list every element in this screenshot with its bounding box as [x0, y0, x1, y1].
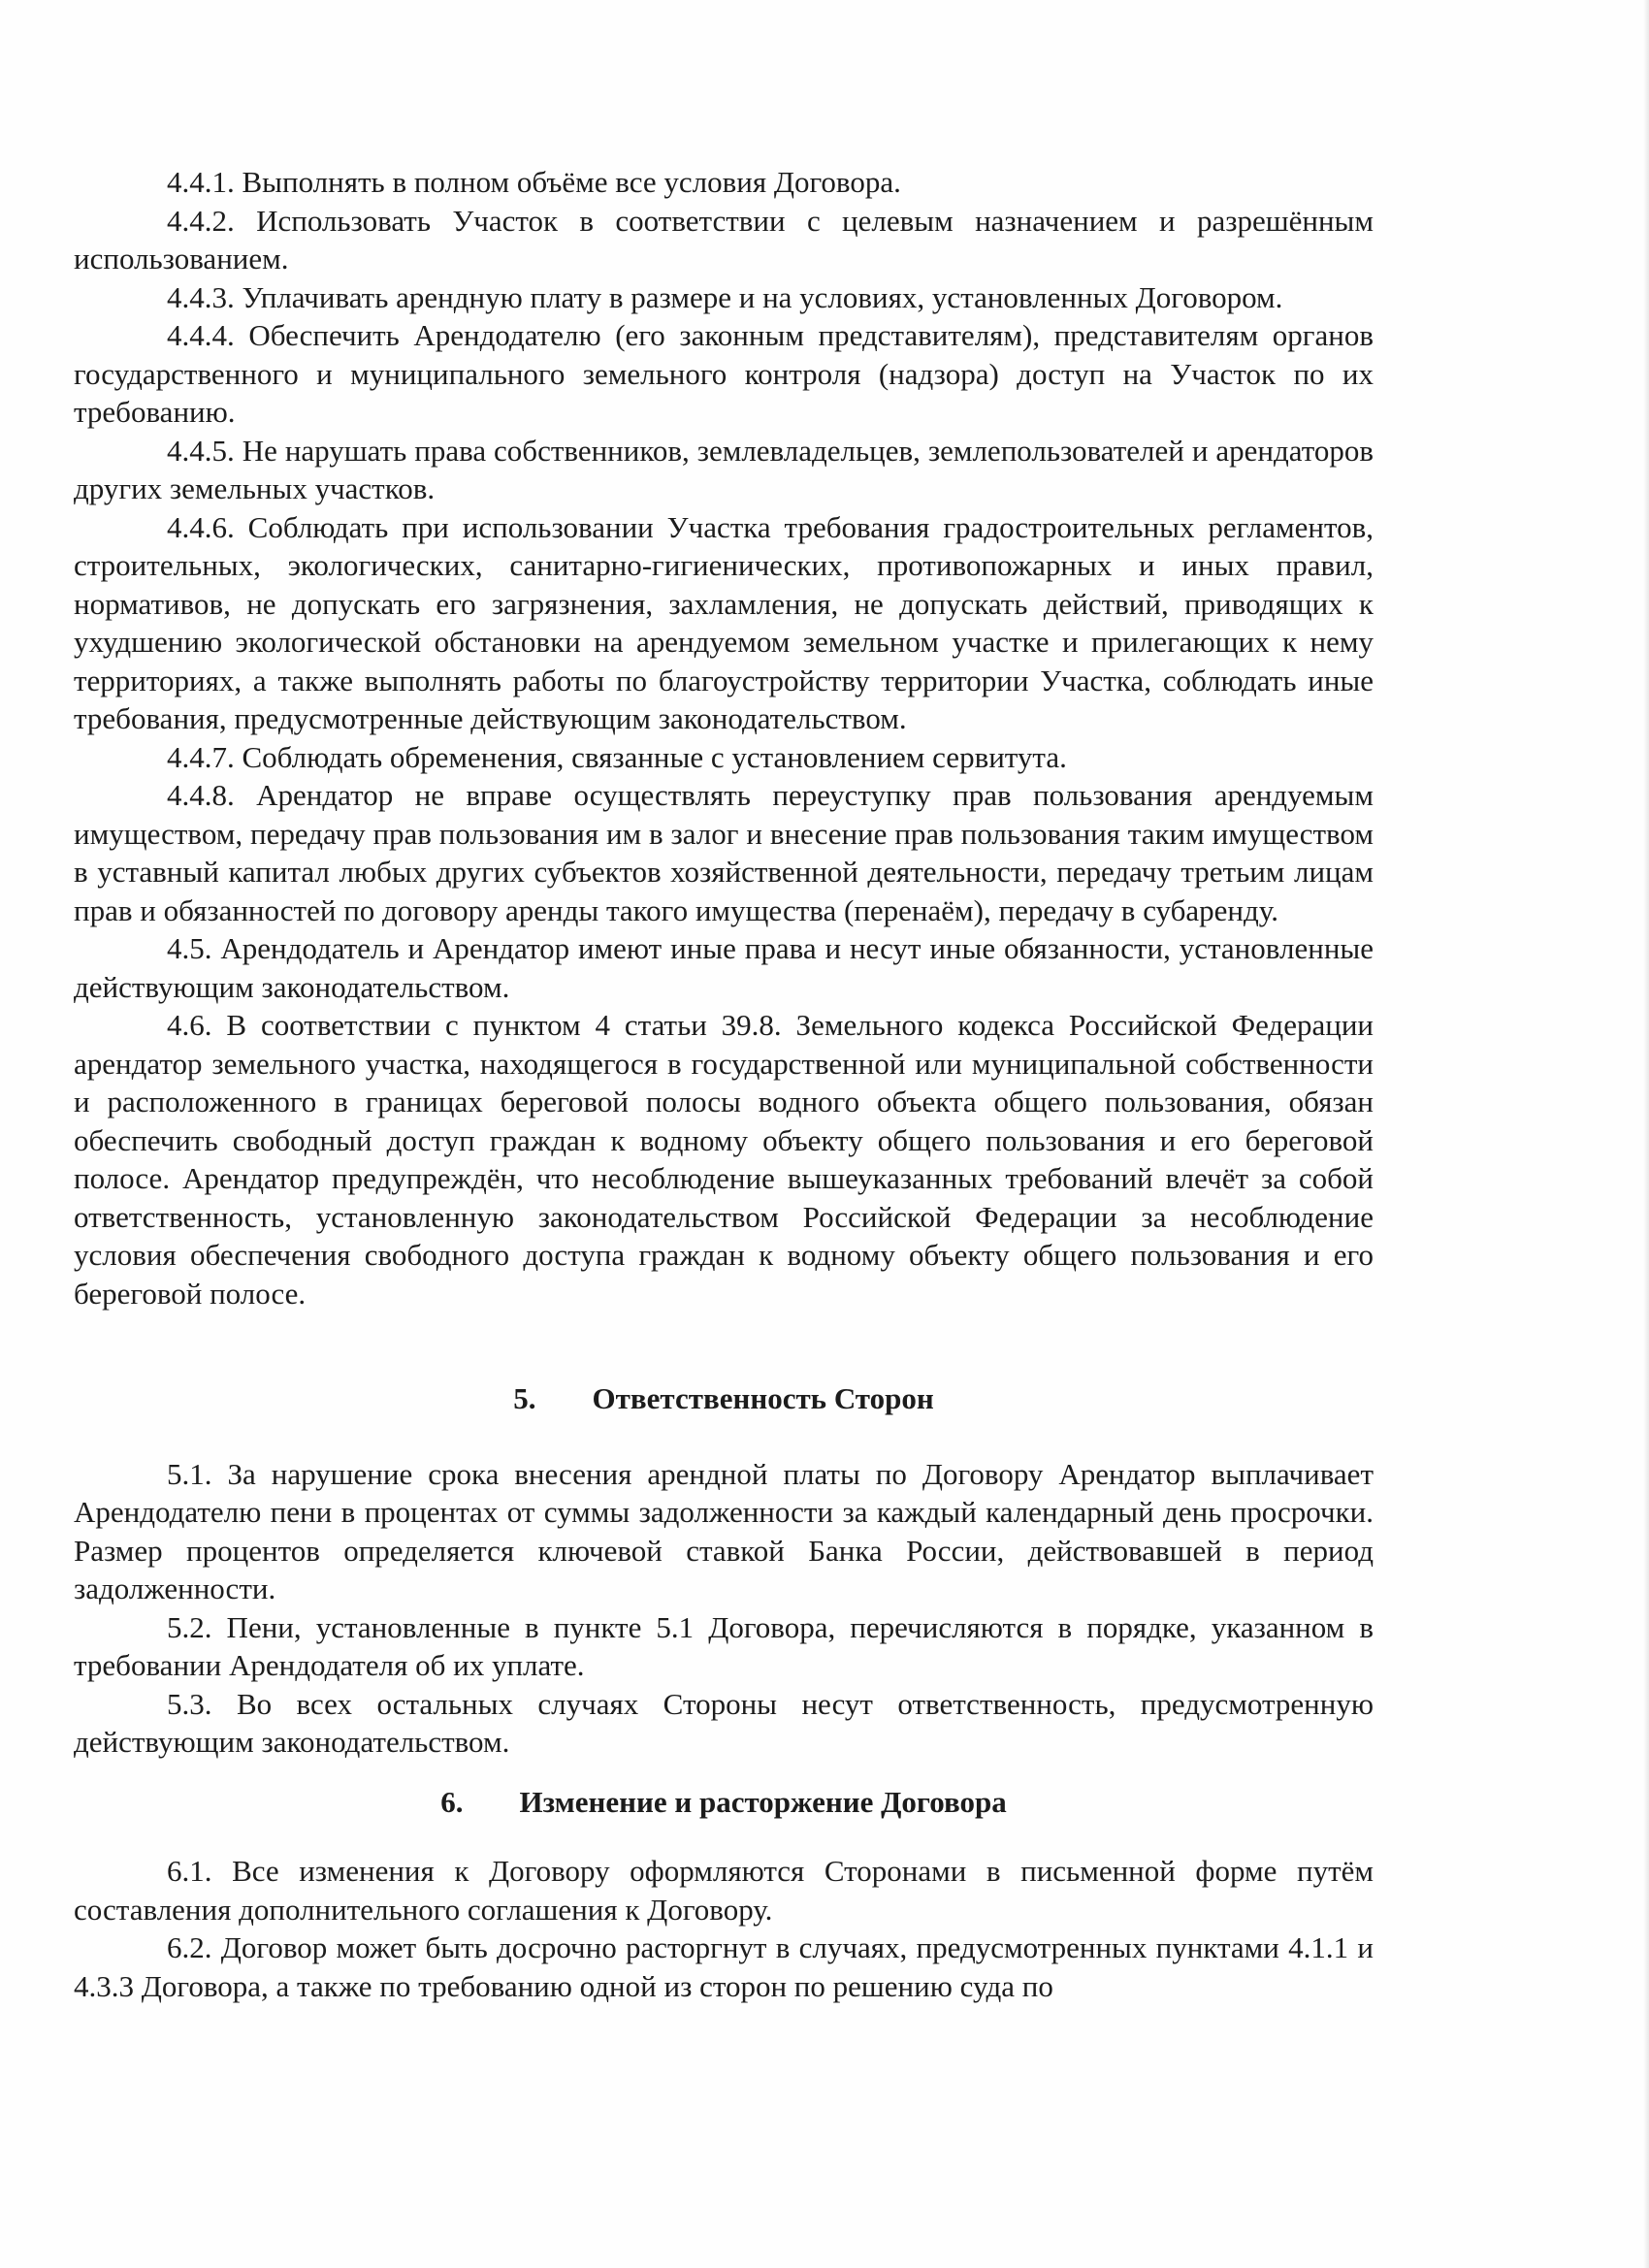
page-edge-shadow	[1643, 0, 1649, 2268]
clause-5-3: 5.3. Во всех остальных случаях Стороны несут ответственность, предусмотренную действующим законодательством.	[74, 1686, 1374, 1759]
clause-6-1: 6.1. Все изменения к Договору оформляются Сторонами в письменной форме путём составления дополнительного соглашения к Договору.	[74, 1854, 1374, 1927]
spacer	[74, 1418, 1374, 1455]
spacer	[74, 1821, 1374, 1852]
clause-4-4-3: 4.4.3. Уплачивать арендную плату в размере и на условиях, установленных Договором.	[167, 279, 1283, 314]
clause-4-4-7: 4.4.7. Соблюдать обременения, связанные с установлением сервитута.	[167, 739, 1067, 774]
spacer	[74, 1762, 1374, 1783]
clause-4-4-8: 4.4.8. Арендатор не вправе осуществлять переуступку прав пользования арендуемым имуществом, передачу прав пользования им в залог и внесение прав пользования таким имуществом в уставный капитал любых других субъектов хозяйственной деятельности, передачу третьим лицам прав и обязанностей по договору аренды такого имущества (перенаём), передачу в субаренду.	[74, 778, 1374, 927]
clause-4-4-6: 4.4.6. Соблюдать при использовании Участка требования градостроительных регламентов, строительных, экологических, санитарно-гигиенических, противопожарных и иных правил, нормативов, не допускать его загрязнения, захламления, не допускать действий, приводящих к ухудшению экологической обстановки на арендуемом земельном участке и прилегающих к нему территориях, а также выполнять работы по благоустройству территории Участка, соблюдать иные требования, предусмотренные действующим законодательством.	[74, 509, 1374, 735]
section-5-heading	[74, 1379, 1374, 1418]
clause-5-1: 5.1. За нарушение срока внесения арендной платы по Договору Арендатор выплачивает Арендодателю пени в процентах от суммы задолженности за каждый календарный день просрочки. Размер процентов определяется ключевой ставкой Банка России, действовавшей в период задолженности.	[74, 1456, 1374, 1605]
clause-5-2: 5.2. Пени, установленные в пункте 5.1 Договора, перечисляются в порядке, указанном в требовании Арендодателя об их уплате.	[74, 1609, 1374, 1682]
clause-4-6: 4.6. В соответствии с пунктом 4 статьи 39.8. Земельного кодекса Российской Федерации арендатор земельного участка, находящегося в государственной или муниципальной собственности и расположенного в границах береговой полосы водного объекта общего пользования, обязан обеспечить свободный доступ граждан к водному объекту общего пользования и его береговой полосе. Арендатор предупреждён, что несоблюдение вышеуказанных требований влечёт за собой ответственность, установленную законодательством Российской Федерации за несоблюдение условия обеспечения свободного доступа граждан к водному объекту общего пользования и его береговой полосе.	[74, 1008, 1374, 1311]
spacer	[74, 1312, 1374, 1379]
section-5-title: Ответственность Сторон	[592, 1381, 934, 1415]
clause-6-2: 6.2. Договор может быть досрочно расторгнут в случаях, предусмотренных пунктами 4.1.1 и 4.3.3 Договора, а также по требованию одной из сторон по решению суда по	[74, 1930, 1374, 2003]
section-6-number: 6.	[440, 1784, 464, 1819]
section-5-number: 5.	[513, 1381, 536, 1415]
clause-4-4-2: 4.4.2. Использовать Участок в соответствии с целевым назначением и разрешённым использованием.	[74, 203, 1374, 275]
clause-4-5: 4.5. Арендодатель и Арендатор имеют иные права и несут иные обязанности, установленные действующим законодательством.	[74, 931, 1374, 1004]
clause-4-4-5: 4.4.5. Не нарушать права собственников, землевладельцев, землепользователей и арендаторов других земельных участков.	[74, 433, 1374, 505]
document-body	[74, 163, 1374, 2005]
section-6-title: Изменение и расторжение Договора	[519, 1784, 1007, 1819]
clause-4-4-4: 4.4.4. Обеспечить Арендодателю (его законным представителям), представителям органов государственного и муниципального земельного контроля (надзора) доступ на Участок по их требованию.	[74, 318, 1374, 429]
clause-4-4-1: 4.4.1. Выполнять в полном объёме все условия Договора.	[167, 165, 901, 199]
section-6-heading	[74, 1783, 1374, 1822]
